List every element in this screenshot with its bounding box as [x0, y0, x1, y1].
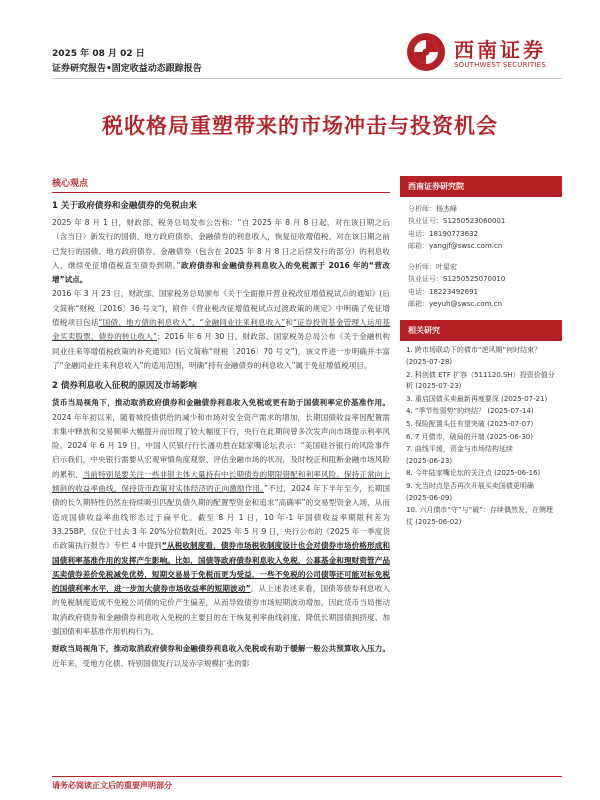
header-divider	[52, 78, 562, 79]
related-item-title: 8. 今年陆家嘴论坛的关注点	[406, 469, 492, 478]
analyst-name-row	[408, 203, 554, 215]
related-item[interactable]	[406, 370, 556, 393]
related-item-date: (2025-06-16)	[494, 469, 541, 478]
related-item[interactable]	[406, 419, 556, 431]
related-item-date: (2025-06-02)	[415, 517, 462, 526]
analyst-cert-row	[408, 273, 554, 285]
related-item-title: 5. 保险配置头任有望突破	[406, 419, 485, 428]
analyst-name-row	[408, 261, 554, 273]
footer-disclaimer: 请务必阅读正文后的重要声明部分	[52, 781, 172, 790]
s2-p1-bold: 货币当局视角下，推动取消政府债券和金融债券利息收入免税或更有助于国债利率定价基准作用。	[52, 398, 390, 408]
analyst-name: 叶星宏	[436, 263, 457, 272]
core-view-label: 核心观点	[52, 176, 390, 193]
company-logo	[404, 26, 564, 76]
main-content	[52, 176, 390, 671]
section-2-paragraph-1	[52, 396, 390, 639]
sidebar	[400, 176, 562, 529]
related-item-title: 10. 六月债市“守”与“破”：存续偶然发，在侧理仗	[406, 506, 553, 526]
s1-p2-underline-2: “证券投资基金管理人运用基金买卖股票、债券的转让收入”	[52, 318, 391, 342]
section-2-heading: 2 债券利息收入征税的原因及市场影响	[52, 381, 197, 392]
s1-p1-text: 2025 年 8 月 1 日，财政部、税务总局发布公告称：“自 2025 年 8 月 8 日起，对在该日期之后（含当日）新发行的国债、地方政府债券、金融债券的利息收入，恢复征收增值税。对在该日期之前已发行的国债、地方政府债券、金融债券（包含在 2025 年 8 月 8 日之后续发行的部分）的利息收入，继续免征增值税直至债券到期。”	[52, 218, 390, 270]
related-item-title: 4. “季节性弱势”的终结？	[406, 407, 486, 416]
analyst-block-1	[400, 197, 562, 261]
s1-p2-text-b: 和	[285, 318, 294, 328]
s2-p1-text-c: 。从上述表述来看，国债等债券利息收入的免税制度造成不免税公司债的定价产生偏差，从而导致债券市场短期波动增加，因此货币当局推动取消政府债券和金融债券利息收入免税的主要目的在于恢复利率曲线斜度、降低长期国债拥挤度、加强国债利率基准作用机构行为。	[52, 584, 390, 637]
email-link[interactable]: yeyuh@swsc.com.cn	[429, 300, 503, 309]
related-research-header: 相关研究	[400, 320, 562, 341]
related-item-title: 6. 7 月债市，破局的开端	[406, 432, 485, 441]
s1-p2-underline-1: “国债、地方债的利息收入”、“金融同业往来利息收入”	[98, 318, 286, 328]
related-item-title: 2. 科创债 ETF 扩容（511120.SH）投资价值分析	[406, 370, 555, 391]
related-item-date: (2025-07-28)	[406, 357, 453, 366]
analyst-block-2	[400, 261, 562, 310]
related-item[interactable]	[406, 394, 556, 406]
related-item[interactable]	[406, 481, 556, 504]
section-2-paragraph-2	[52, 642, 390, 671]
related-item-title: 1. 跨市场联动下的债市“逆风期”何时结束？	[406, 346, 542, 355]
related-item[interactable]	[406, 406, 556, 418]
analyst-role-label: 分析师：	[408, 263, 436, 272]
s1-p2-text-a: 2016 年 3 月 23 日，财政部、国家税务总局颁布《关于全面推开营业税改征增值税试点的通知》(后文简称“财税〔2016〕36 号文”)，附件《营业税改征增值税试点过渡政策的规定》中明确了免征增值税项目包括	[52, 289, 390, 328]
analyst-cert-row	[408, 215, 554, 227]
analyst-phone-row	[408, 228, 554, 240]
related-item[interactable]	[406, 505, 556, 528]
report-title: 税收格局重塑带来的市场冲击与投资机会	[102, 113, 498, 138]
report-type: 证券研究报告•固定收益动态跟踪报告	[52, 64, 202, 74]
related-research-list	[400, 341, 562, 528]
s2-p1-text-a: 2024 年年初以来，随着城投债供给的减少和市场对安全资产需求的增加，长期国债收益率因配置需求集中释放和交易频率大幅提升而出现了较大幅度下行，央行在此期间曾多次发声向市场提示利率风险。2024 年 6 月 19 日，中国人民银行行长潘功胜在陆家嘴论坛表示：“美国硅谷银行的风险事件启示我们，中央银行需要从宏观审慎角度观察、评估金融市场的状况，及时校正和阻断金融市场风险的累积，	[52, 412, 390, 479]
analyst-role-label: 分析师：	[408, 205, 436, 213]
related-item[interactable]	[406, 444, 556, 467]
s2-p1-underline-2: “从税收制度看，债券市场税收制度设计也会对债券市场价格形成和国债利率基准作用的发挥产生影响。比如，国债等政府债券利息收入免税，公募基金和理财资管产品买卖债券差价免税减免优势，短期交易易于免税而更为受益，一些不免税的公司债等还可能对标免税的国债利率水平，进一步加大债券市场收益率的短期波动”	[52, 541, 390, 594]
related-item-date: (2025-07-23)	[415, 382, 462, 391]
related-item-date: (2025-06-23)	[406, 456, 453, 465]
related-item-date: (2025-06-30)	[486, 432, 533, 441]
related-item[interactable]	[406, 468, 556, 480]
s2-p1-underline-1: 当前特别是要关注一些非银主体大量持有中长期债券的期限错配和利率风险。保持正常向上倾斜的收益率曲线，保持货币政策对实体经济的正向激励作用。	[52, 469, 391, 494]
related-item-date: (2025-07-07)	[487, 419, 534, 428]
southwest-securities-logo-icon	[404, 30, 448, 74]
cert-label: 执业证号：	[408, 275, 443, 284]
phone-label: 电话：	[408, 229, 429, 238]
section-1-heading: 1 关于政府债券和金融债券的免税由来	[52, 201, 197, 211]
section-1-paragraph-2	[52, 287, 390, 373]
cert-number: S1250525070010	[443, 275, 506, 284]
related-item-date: (2025-07-14)	[487, 407, 534, 416]
analyst-email-row	[408, 298, 554, 310]
logo-chinese-name: 西南证券	[454, 38, 546, 62]
analyst-email-row	[408, 240, 554, 252]
email-label: 邮箱：	[408, 300, 429, 309]
phone-number: 18190773632	[429, 229, 478, 238]
s2-p1-text-b: ”不过，2024 年下半年至今，长期国债的长久期特性仍然在持续吸引匹配负债久期的配置型资金和追求“高确率”的交易型资金入场，从而造成国债收益率曲线形态过于扁平化。截至 8 月 1 日，10 年-1 年国债收益率期限利差为 33.25BP，仅位于过去 3 年 20%分位数附近。2025 年 5 月 9 日，央行公布的《2025 年一季度货币政策执行报告》专栏 4 中提到	[52, 484, 391, 551]
analyst-name: 杨杰峰	[436, 205, 457, 213]
cert-number: S1250523060001	[443, 217, 506, 226]
s1-p2-text-c: ；2016 年 6 月 30 日，财政部、国家税务总局公布《关于金融机构同业往来等增值税政策的补充通知》(后文简称“财税〔2016〕70 号文”)，该文件进一步明确并丰富了“金融同业往来利息收入”的适用范围，明确“持有金融债券的利息收入”属于免征增值税项目。	[52, 332, 390, 370]
s1-p1-bold: 政府债券和金融债券利息收入的免税源于 2016 年的“营改增”试点。	[52, 260, 390, 285]
related-item-date: (2025-06-09)	[406, 493, 453, 502]
s2-p2-text: 近年来，受地方化债、特别国债发行以及赤字规模扩张的影	[52, 658, 250, 668]
s2-p2-bold: 财政当局视角下，推动取消政府债券和金融债券利息收入免税或有助于缓解一般公共预算收入压力。	[52, 644, 390, 654]
related-item-title: 3. 重启国债买卖最新再度要深	[406, 394, 499, 403]
section-1-paragraph-1	[52, 216, 390, 287]
cert-label: 执业证号：	[408, 217, 443, 226]
related-item[interactable]	[406, 432, 556, 444]
phone-number: 18223492691	[429, 287, 478, 296]
report-date: 2025 年 08 月 02 日	[52, 49, 145, 59]
institute-header: 西南证券研究院	[400, 176, 562, 197]
related-item-date: (2025-07-21)	[501, 394, 548, 403]
footer-divider	[52, 776, 562, 777]
analyst-phone-row	[408, 286, 554, 298]
related-item-title: 7. 曲线平缓，资金与市场结构延续	[406, 445, 513, 454]
phone-label: 电话：	[408, 287, 429, 296]
related-item-title: 9. 允当时点是否再次开展买卖国债更明确	[406, 481, 534, 490]
email-link[interactable]: yangjf@swsc.com.cn	[429, 241, 503, 250]
related-item[interactable]	[406, 345, 556, 368]
logo-english-name: SOUTHWEST SECURITIES	[454, 61, 546, 69]
email-label: 邮箱：	[408, 241, 429, 250]
